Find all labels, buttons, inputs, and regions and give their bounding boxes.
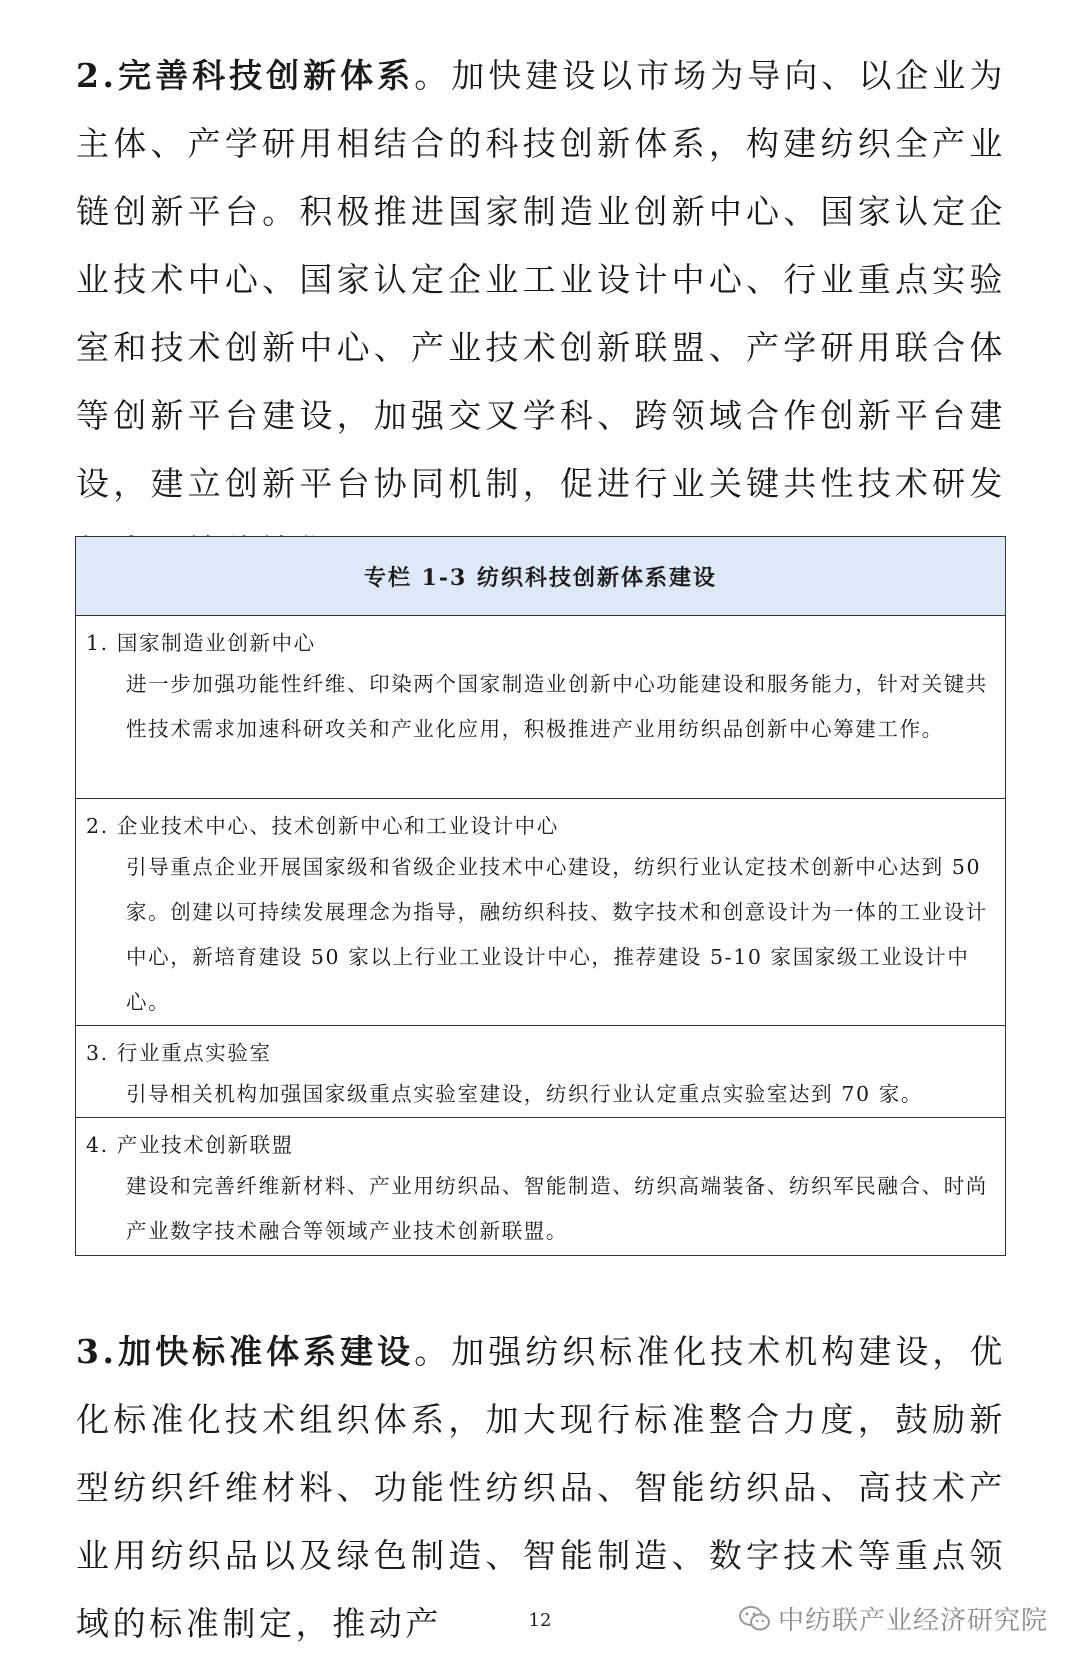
box-section-4-title: 4. 产业技术创新联盟: [86, 1133, 294, 1157]
box-section-2-title: 2. 企业技术中心、技术创新中心和工业设计中心: [86, 814, 559, 838]
column-box: [75, 536, 1006, 1256]
column-box-title: 专栏 1-3 纺织科技创新体系建设: [76, 537, 1005, 616]
section-3-heading: 3.加快标准体系建设: [76, 1332, 415, 1371]
watermark-text: 中纺联产业经济研究院: [777, 1606, 1048, 1636]
section-2-body: 。加快建设以市场为导向、以企业为主体、产学研用相结合的科技创新体系，构建纺织全产业链创新平台。积极推进国家制造业创新中心、国家认定企业技术中心、国家认定企业工业设计中心、行业重点实验室和技术创新中心、产业技术创新联盟、产学研用联合体等创新平台建设，加强交叉学科、跨领域合作创新平台建设，建立创新平台协同机制，促进行业关键共性技术研发: [76, 56, 1006, 503]
section-3-body: 。加强纺织标准化技术机构建设，优化标准化技术组织体系，加大现行标准整合力度，鼓励新型纺织纤维材料、功能性纺织品、智能纺织品、高技术产业用纺织品以及绿色制造、智能制造、数字技术等重点领域的标准制定，推动产: [76, 1332, 1006, 1643]
box-section-3-body: 引导相关机构加强国家级重点实验室建设，纺织行业认定重点实验室达到 70 家。: [126, 1082, 923, 1106]
section-2-heading: 2.完善科技创新体系: [76, 56, 415, 95]
page-number: 12: [528, 1610, 552, 1631]
box-section-3: [76, 1026, 1005, 1118]
box-section-1-title: 1. 国家制造业创新中心: [86, 631, 316, 655]
box-section-2: [76, 799, 1005, 1026]
box-section-2-body: 引导重点企业开展国家级和省级企业技术中心建设，纺织行业认定技术创新中心达到 50 家。创建以可持续发展理念为指导，融纺织科技、数字技术和创意设计为一体的工业设计中心，新培育建设 50 家以上行业工业设计中心，推荐建设 5-10 家国家级工业设计中心。: [126, 855, 988, 1014]
box-section-1: [76, 616, 1005, 799]
section-2-paragraph: [76, 42, 1006, 586]
box-section-4: [76, 1118, 1005, 1255]
wechat-icon: [738, 1605, 772, 1633]
box-section-4-body: 建设和完善纤维新材料、产业用纺织品、智能制造、纺织高端装备、纺织军民融合、时尚产业数字技术融合等领域产业技术创新联盟。: [126, 1174, 988, 1243]
box-section-3-title: 3. 行业重点实验室: [86, 1041, 272, 1065]
box-section-1-body: 进一步加强功能性纤维、印染两个国家制造业创新中心功能建设和服务能力，针对关键共性技术需求加速科研攻关和产业化应用，积极推进产业用纺织品创新中心筹建工作。: [126, 672, 988, 741]
watermark: [738, 1600, 1048, 1637]
